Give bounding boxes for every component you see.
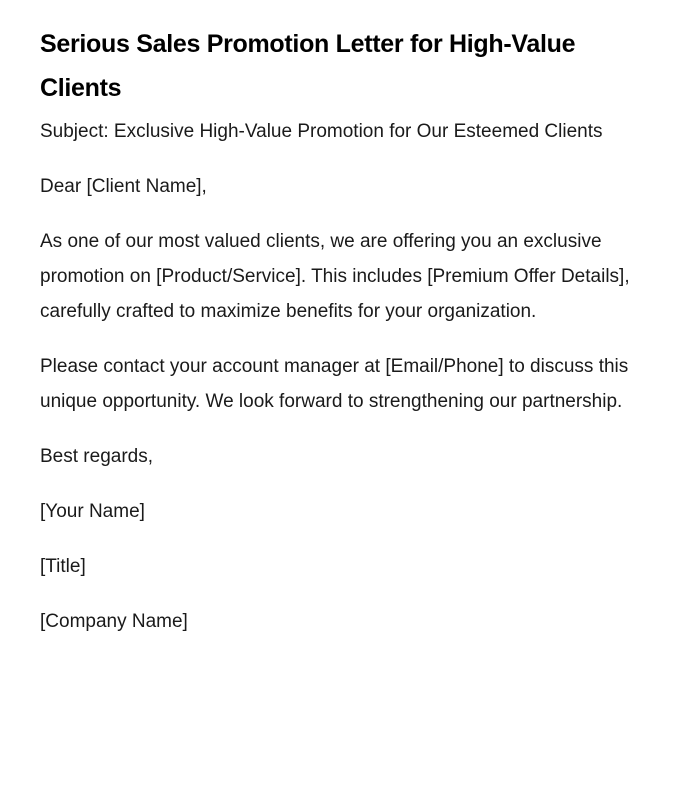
body-paragraph: As one of our most valued clients, we are offering you an exclusive promotion on [Product/Service]. This includes [Premium Offer Details], carefully crafted to maximize benefits for your organization. (40, 231, 630, 322)
signature-company: [Company Name] (40, 611, 188, 632)
letter-closing: Best regards, (40, 446, 153, 467)
letter-salutation: Dear [Client Name], (40, 176, 207, 197)
signature-name: [Your Name] (40, 501, 145, 522)
signature-title: [Title] (40, 556, 86, 577)
letter-subject: Subject: Exclusive High-Value Promotion for Our Esteemed Clients (40, 121, 603, 142)
body-paragraph: Please contact your account manager at [Email/Phone] to discuss this unique opportunity. We look forward to strengthening our partnership. (40, 356, 629, 412)
letter-title: Serious Sales Promotion Letter for High-Value Clients (40, 30, 576, 102)
